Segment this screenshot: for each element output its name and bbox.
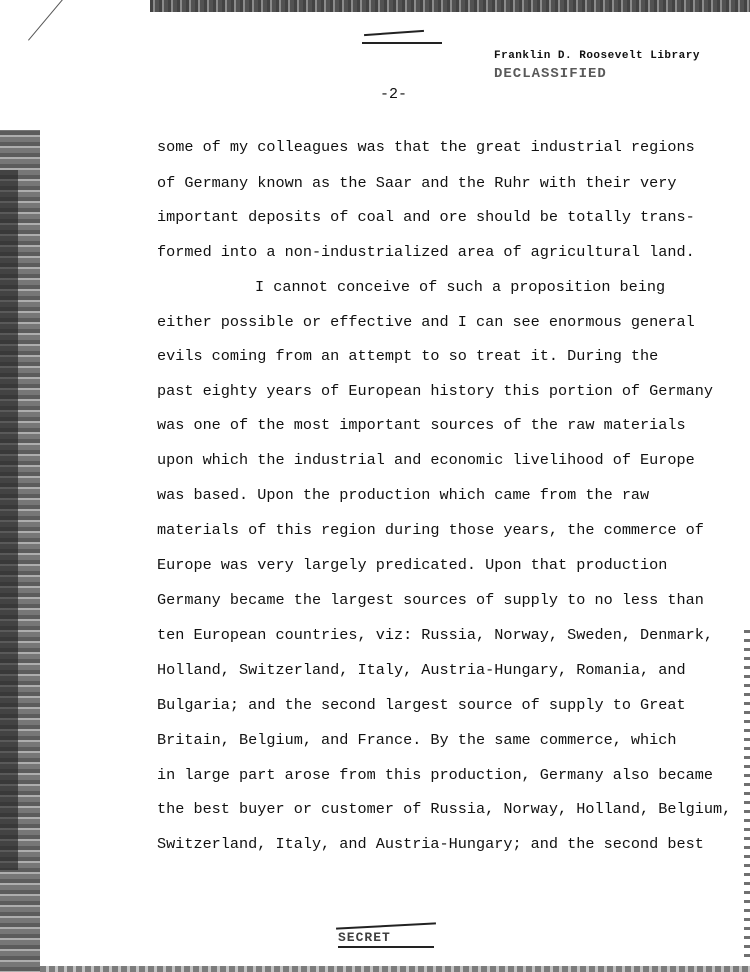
body-line: Britain, Belgium, and France. By the same commerce, which xyxy=(157,731,677,749)
body-line: upon which the industrial and economic livelihood of Europe xyxy=(157,451,695,469)
scan-right-edge xyxy=(744,630,750,960)
top-stamp-rule xyxy=(364,30,424,36)
body-line: Switzerland, Italy, and Austria-Hungary; and the second best xyxy=(157,835,704,853)
body-line: I cannot conceive of such a proposition being xyxy=(255,278,666,296)
body-line: past eighty years of European history this portion of Germany xyxy=(157,382,713,400)
top-stamp-rule-2 xyxy=(362,42,442,44)
body-line: materials of this region during those years, the commerce of xyxy=(157,521,704,539)
body-line: in large part arose from this production, Germany also became xyxy=(157,766,713,784)
body-line: Germany became the largest sources of supply to no less than xyxy=(157,591,704,609)
footer-stamp-rule xyxy=(336,922,436,929)
classification-mark: SECRET xyxy=(338,930,391,945)
body-line: was based. Upon the production which came from the raw xyxy=(157,486,650,504)
declassified-stamp: DECLASSIFIED xyxy=(494,66,607,82)
body-line: Holland, Switzerland, Italy, Austria-Hungary, Romania, and xyxy=(157,661,686,679)
body-line: the best buyer or customer of Russia, Norway, Holland, Belgium, xyxy=(157,800,732,818)
scan-bottom-edge xyxy=(40,966,750,972)
body-line: either possible or effective and I can see enormous general xyxy=(157,313,695,331)
body-line: Bulgaria; and the second largest source of supply to Great xyxy=(157,696,686,714)
scan-top-edge xyxy=(150,0,750,12)
body-line: some of my colleagues was that the great industrial regions xyxy=(157,138,695,156)
library-stamp: Franklin D. Roosevelt Library xyxy=(494,50,700,62)
body-line: Europe was very largely predicated. Upon that production xyxy=(157,556,668,574)
body-line: of Germany known as the Saar and the Ruhr with their very xyxy=(157,174,677,192)
body-line: evils coming from an attempt to so treat it. During the xyxy=(157,347,659,365)
scan-left-shadow xyxy=(0,170,18,870)
body-line: formed into a non-industrialized area of agricultural land. xyxy=(157,243,695,261)
body-line: ten European countries, viz: Russia, Norway, Sweden, Denmark, xyxy=(157,626,713,644)
scan-corner xyxy=(0,0,110,130)
footer-stamp-rule-2 xyxy=(338,946,434,948)
body-line: important deposits of coal and ore should be totally trans- xyxy=(157,208,695,226)
body-line: was one of the most important sources of the raw materials xyxy=(157,416,686,434)
page-number: -2- xyxy=(380,86,408,103)
